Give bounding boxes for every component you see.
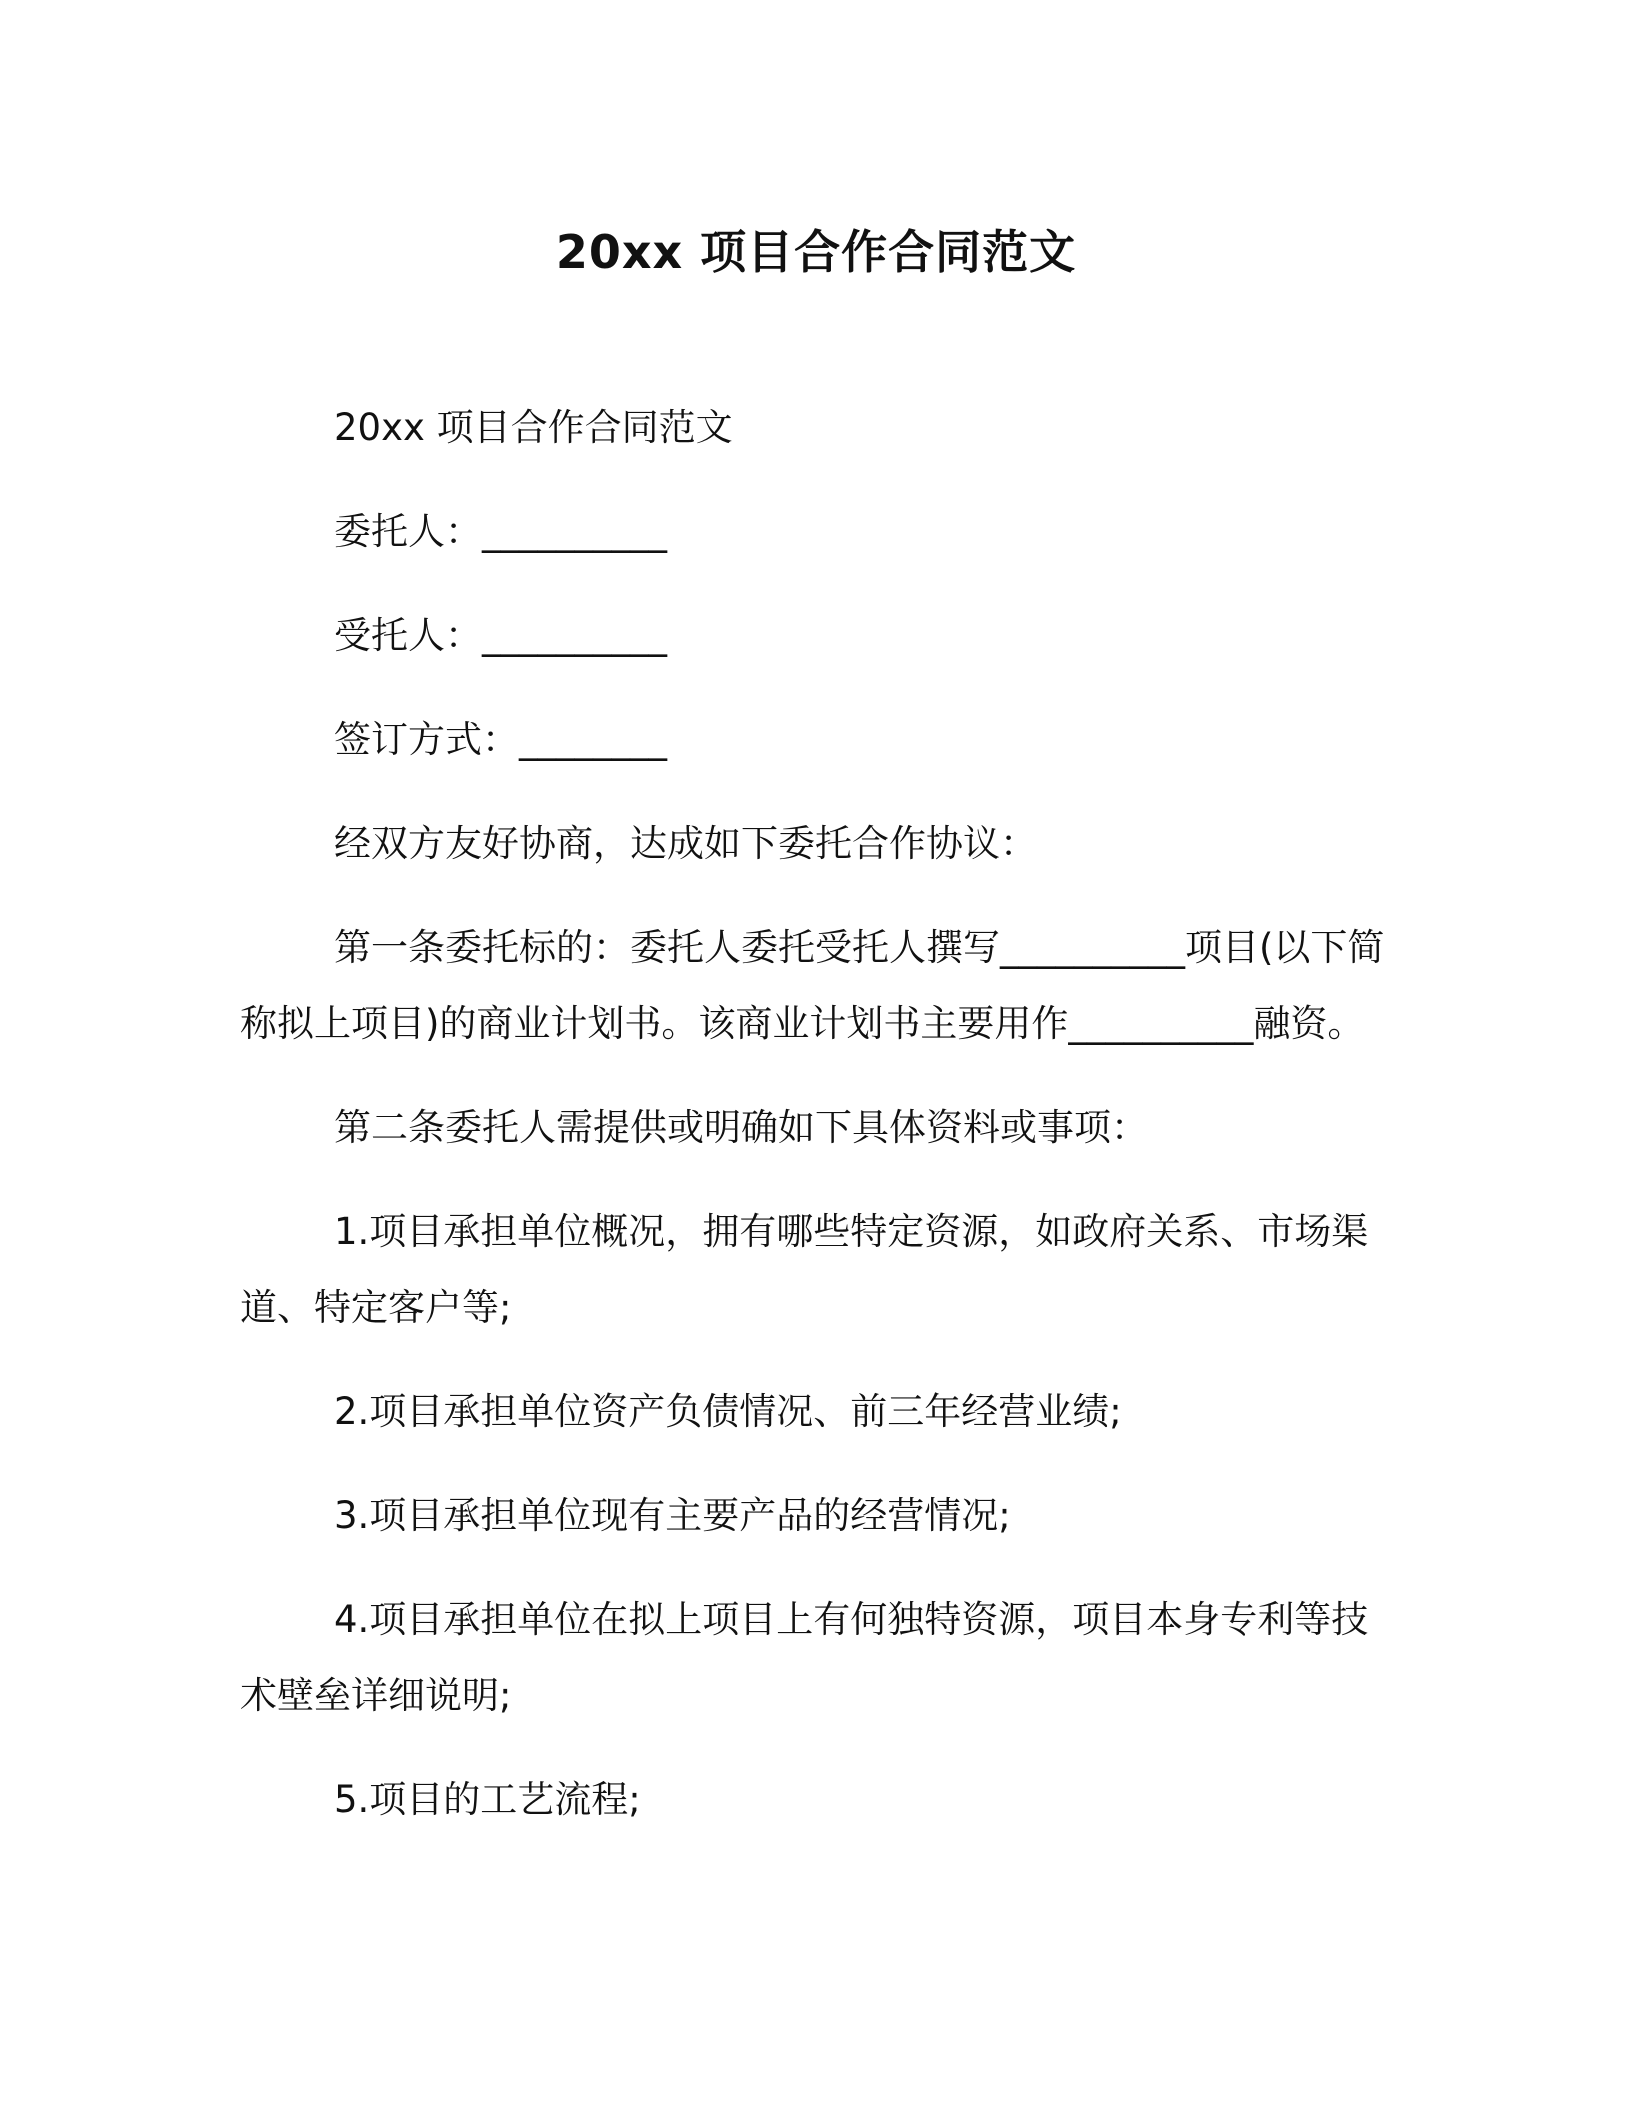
list-item-2: 2.项目承担单位资产负债情况、前三年经营业绩;	[334, 1390, 1122, 1433]
paragraph-article-1: 第一条委托标的：委托人委托受托人撰写__________项目(以下简称拟上项目)的商业计划书。该商业计划书主要用作__________融资。	[240, 926, 1385, 1045]
paragraph-heading: 20xx 项目合作合同范文	[334, 406, 733, 449]
document-body	[240, 390, 1400, 1866]
paragraph-signing-method: 签订方式：________	[334, 718, 667, 761]
list-item-1: 1.项目承担单位概况，拥有哪些特定资源，如政府关系、市场渠道、特定客户等;	[240, 1210, 1369, 1329]
list-item-4: 4.项目承担单位在拟上项目上有何独特资源，项目本身专利等技术壁垒详细说明;	[240, 1598, 1369, 1717]
list-item-5: 5.项目的工艺流程;	[334, 1778, 641, 1821]
paragraph-client: 委托人：__________	[334, 510, 667, 553]
paragraph-trustee: 受托人：__________	[334, 614, 667, 657]
paragraph-agreement-intro: 经双方友好协商，达成如下委托合作协议：	[334, 822, 1037, 865]
document-title: 20xx 项目合作合同范文	[555, 225, 1077, 279]
list-item-3: 3.项目承担单位现有主要产品的经营情况;	[334, 1494, 1011, 1537]
paragraph-article-2: 第二条委托人需提供或明确如下具体资料或事项：	[334, 1106, 1148, 1149]
